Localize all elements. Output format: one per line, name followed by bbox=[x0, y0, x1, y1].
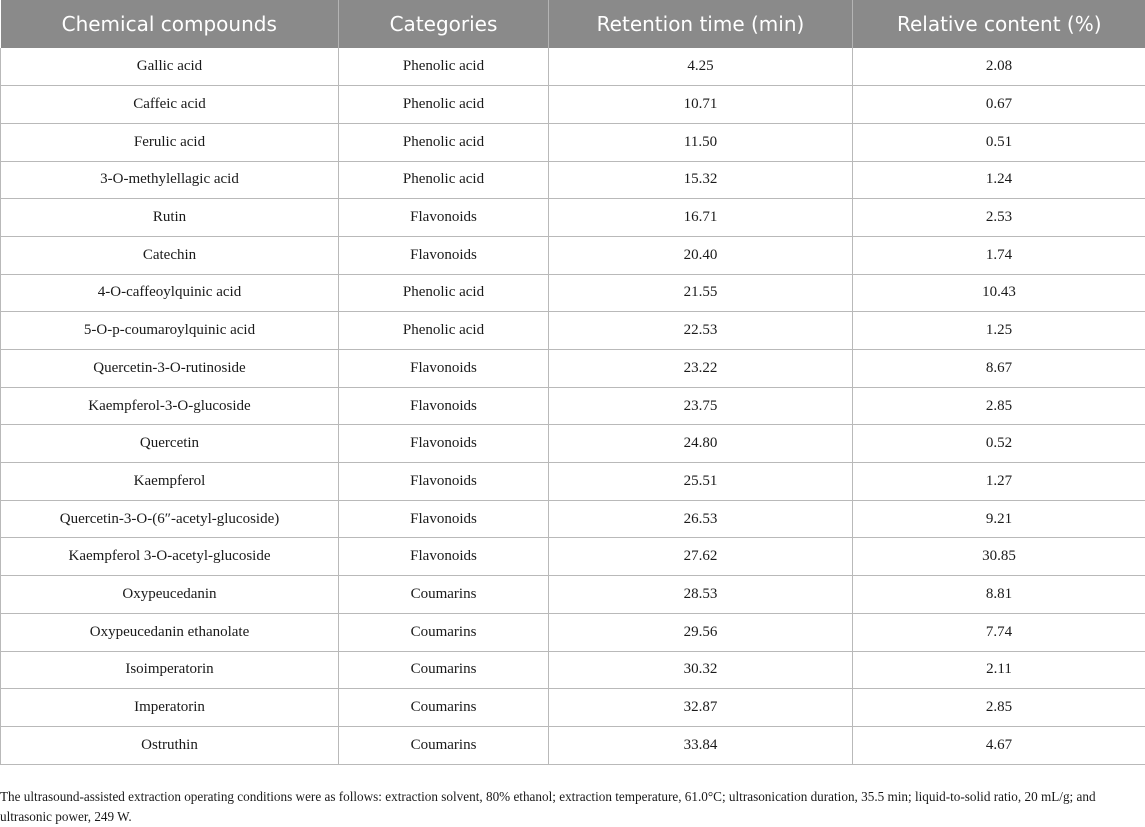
header-categories: Categories bbox=[339, 0, 549, 48]
relative-content-cell: 0.67 bbox=[853, 86, 1145, 124]
category-cell: Flavonoids bbox=[339, 425, 549, 463]
compound-cell: Quercetin-3-O-(6″-acetyl-glucoside) bbox=[1, 500, 339, 538]
compound-cell: 4-O-caffeoylquinic acid bbox=[1, 274, 339, 312]
compound-cell: Rutin bbox=[1, 199, 339, 237]
retention-time-cell: 32.87 bbox=[549, 689, 853, 727]
table-row bbox=[1, 274, 1145, 312]
category-cell: Flavonoids bbox=[339, 500, 549, 538]
table-row bbox=[1, 538, 1145, 576]
relative-content-cell: 2.08 bbox=[853, 48, 1145, 86]
table-footnote: The ultrasound-assisted extraction operating conditions were as follows: extraction solvent, 80% ethanol; extraction temperature, 61.0°C; ultrasonication duration, 35.5 min; liquid-to-solid ratio, 20 mL/g; and ultrasonic power, 249 W. bbox=[0, 787, 1140, 827]
relative-content-cell: 10.43 bbox=[853, 274, 1145, 312]
table-row bbox=[1, 689, 1145, 727]
relative-content-cell: 2.11 bbox=[853, 651, 1145, 689]
relative-content-cell: 7.74 bbox=[853, 613, 1145, 651]
compound-cell: Isoimperatorin bbox=[1, 651, 339, 689]
table-body bbox=[1, 48, 1145, 764]
header-chemical-compounds: Chemical compounds bbox=[1, 0, 339, 48]
category-cell: Phenolic acid bbox=[339, 161, 549, 199]
relative-content-cell: 0.51 bbox=[853, 123, 1145, 161]
category-cell: Phenolic acid bbox=[339, 123, 549, 161]
relative-content-cell: 8.67 bbox=[853, 350, 1145, 388]
category-cell: Flavonoids bbox=[339, 538, 549, 576]
category-cell: Flavonoids bbox=[339, 199, 549, 237]
table-row bbox=[1, 199, 1145, 237]
retention-time-cell: 28.53 bbox=[549, 576, 853, 614]
compound-cell: Ostruthin bbox=[1, 726, 339, 764]
table-row bbox=[1, 48, 1145, 86]
compound-cell: Kaempferol 3-O-acetyl-glucoside bbox=[1, 538, 339, 576]
table-row bbox=[1, 576, 1145, 614]
compound-cell: Caffeic acid bbox=[1, 86, 339, 124]
retention-time-cell: 30.32 bbox=[549, 651, 853, 689]
category-cell: Phenolic acid bbox=[339, 274, 549, 312]
table-row bbox=[1, 425, 1145, 463]
category-cell: Flavonoids bbox=[339, 387, 549, 425]
compound-cell: Ferulic acid bbox=[1, 123, 339, 161]
compound-cell: Oxypeucedanin ethanolate bbox=[1, 613, 339, 651]
retention-time-cell: 16.71 bbox=[549, 199, 853, 237]
header-retention-time: Retention time (min) bbox=[549, 0, 853, 48]
relative-content-cell: 2.85 bbox=[853, 387, 1145, 425]
category-cell: Coumarins bbox=[339, 726, 549, 764]
retention-time-cell: 24.80 bbox=[549, 425, 853, 463]
relative-content-cell: 30.85 bbox=[853, 538, 1145, 576]
relative-content-cell: 2.53 bbox=[853, 199, 1145, 237]
compound-cell: Quercetin bbox=[1, 425, 339, 463]
retention-time-cell: 27.62 bbox=[549, 538, 853, 576]
relative-content-cell: 1.74 bbox=[853, 236, 1145, 274]
category-cell: Phenolic acid bbox=[339, 312, 549, 350]
compound-cell: Quercetin-3-O-rutinoside bbox=[1, 350, 339, 388]
table-row bbox=[1, 123, 1145, 161]
table-row bbox=[1, 86, 1145, 124]
table-row bbox=[1, 161, 1145, 199]
category-cell: Flavonoids bbox=[339, 463, 549, 501]
retention-time-cell: 33.84 bbox=[549, 726, 853, 764]
retention-time-cell: 23.75 bbox=[549, 387, 853, 425]
table-row bbox=[1, 613, 1145, 651]
category-cell: Flavonoids bbox=[339, 236, 549, 274]
category-cell: Coumarins bbox=[339, 689, 549, 727]
category-cell: Phenolic acid bbox=[339, 86, 549, 124]
retention-time-cell: 26.53 bbox=[549, 500, 853, 538]
table-row bbox=[1, 463, 1145, 501]
category-cell: Coumarins bbox=[339, 651, 549, 689]
retention-time-cell: 22.53 bbox=[549, 312, 853, 350]
relative-content-cell: 4.67 bbox=[853, 726, 1145, 764]
table-row bbox=[1, 236, 1145, 274]
retention-time-cell: 25.51 bbox=[549, 463, 853, 501]
table-header-row bbox=[1, 0, 1145, 48]
category-cell: Coumarins bbox=[339, 576, 549, 614]
relative-content-cell: 1.25 bbox=[853, 312, 1145, 350]
compound-cell: Kaempferol-3-O-glucoside bbox=[1, 387, 339, 425]
category-cell: Phenolic acid bbox=[339, 48, 549, 86]
retention-time-cell: 21.55 bbox=[549, 274, 853, 312]
relative-content-cell: 2.85 bbox=[853, 689, 1145, 727]
relative-content-cell: 0.52 bbox=[853, 425, 1145, 463]
retention-time-cell: 11.50 bbox=[549, 123, 853, 161]
table-row bbox=[1, 312, 1145, 350]
relative-content-cell: 1.24 bbox=[853, 161, 1145, 199]
table-row bbox=[1, 500, 1145, 538]
compound-cell: Imperatorin bbox=[1, 689, 339, 727]
retention-time-cell: 23.22 bbox=[549, 350, 853, 388]
retention-time-cell: 29.56 bbox=[549, 613, 853, 651]
compound-cell: 3-O-methylellagic acid bbox=[1, 161, 339, 199]
table-row bbox=[1, 651, 1145, 689]
retention-time-cell: 20.40 bbox=[549, 236, 853, 274]
retention-time-cell: 10.71 bbox=[549, 86, 853, 124]
retention-time-cell: 15.32 bbox=[549, 161, 853, 199]
header-relative-content: Relative content (%) bbox=[853, 0, 1145, 48]
compound-cell: Oxypeucedanin bbox=[1, 576, 339, 614]
compound-cell: Catechin bbox=[1, 236, 339, 274]
table-row bbox=[1, 726, 1145, 764]
category-cell: Flavonoids bbox=[339, 350, 549, 388]
category-cell: Coumarins bbox=[339, 613, 549, 651]
relative-content-cell: 1.27 bbox=[853, 463, 1145, 501]
table-row bbox=[1, 387, 1145, 425]
relative-content-cell: 9.21 bbox=[853, 500, 1145, 538]
retention-time-cell: 4.25 bbox=[549, 48, 853, 86]
table-row bbox=[1, 350, 1145, 388]
relative-content-cell: 8.81 bbox=[853, 576, 1145, 614]
compound-cell: 5-O-p-coumaroylquinic acid bbox=[1, 312, 339, 350]
compound-cell: Kaempferol bbox=[1, 463, 339, 501]
compound-cell: Gallic acid bbox=[1, 48, 339, 86]
